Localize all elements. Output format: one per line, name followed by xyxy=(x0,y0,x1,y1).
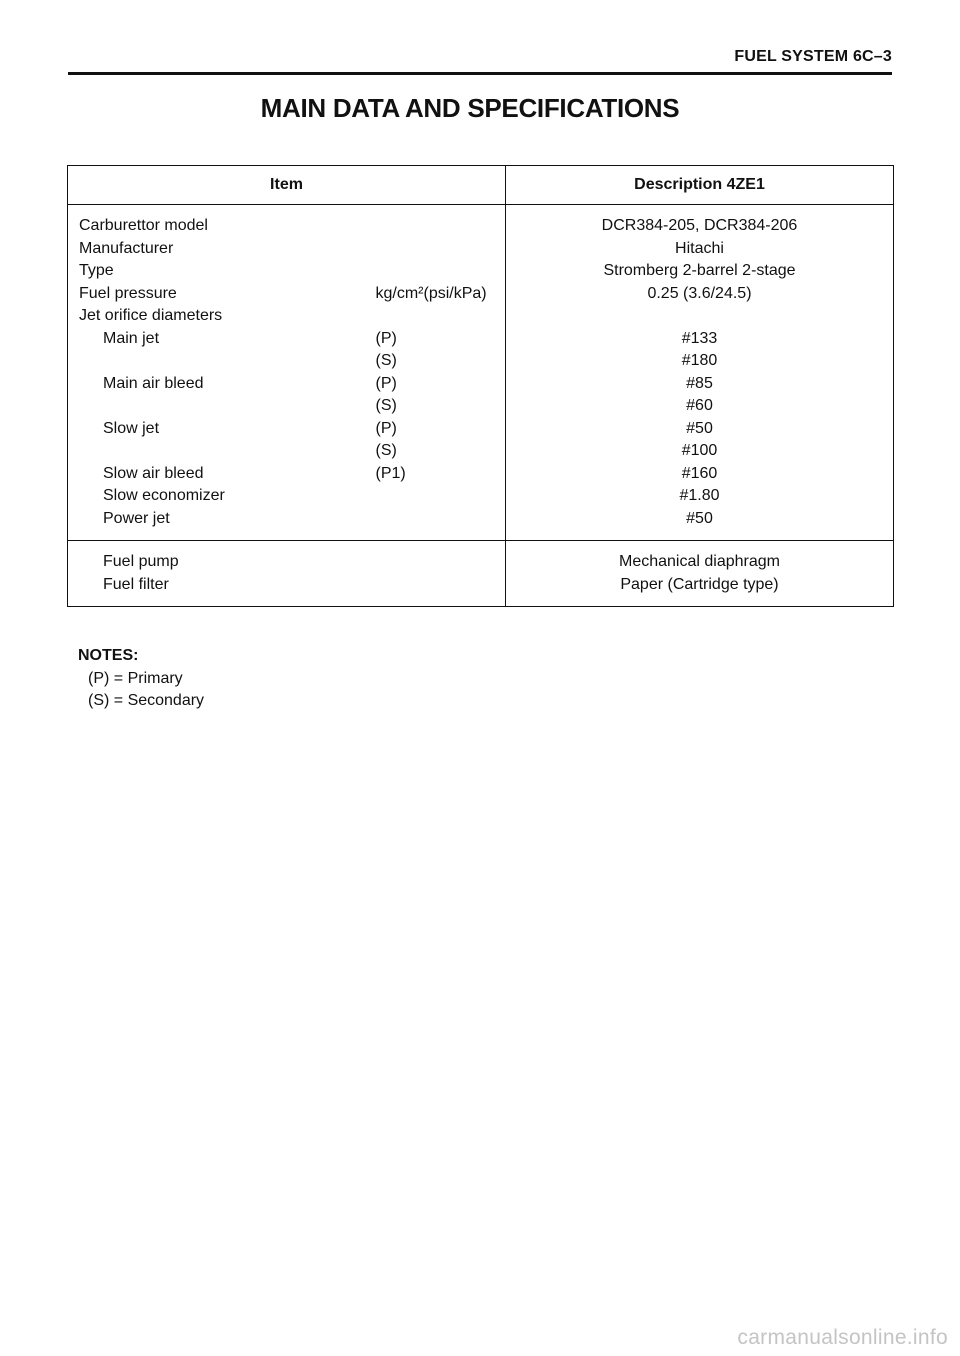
notes-section xyxy=(78,645,204,713)
table-header-row xyxy=(68,166,894,205)
row-item: Fuel pressure xyxy=(68,283,362,306)
running-header: FUEL SYSTEM 6C–3 xyxy=(734,48,892,65)
row-description: Hitachi xyxy=(506,238,894,261)
table-row xyxy=(68,328,894,351)
table-row xyxy=(68,238,894,261)
notes-title: NOTES: xyxy=(78,647,139,664)
row-unit: kg/cm²(psi/kPa) xyxy=(362,283,506,306)
row-item: Jet orifice diameters xyxy=(68,305,362,328)
row-unit: (P) xyxy=(362,418,506,441)
row-item: Carburettor model xyxy=(68,205,362,238)
row-description: #50 xyxy=(506,418,894,441)
row-item: Manufacturer xyxy=(68,238,362,261)
row-unit xyxy=(362,238,506,261)
row-unit: (P1) xyxy=(362,463,506,486)
row-description: Paper (Cartridge type) xyxy=(506,574,894,607)
row-unit xyxy=(362,541,506,574)
table-row xyxy=(68,541,894,574)
table-row xyxy=(68,205,894,238)
table-row xyxy=(68,463,894,486)
row-description xyxy=(506,305,894,328)
row-description: #85 xyxy=(506,373,894,396)
row-item: Type xyxy=(68,260,362,283)
row-description: #100 xyxy=(506,440,894,463)
table-row xyxy=(68,260,894,283)
specifications-table xyxy=(67,165,894,607)
row-unit: (S) xyxy=(362,350,506,373)
watermark: carmanualsonline.info xyxy=(737,1326,948,1349)
row-unit xyxy=(362,305,506,328)
note-primary: (P) = Primary xyxy=(88,669,183,687)
row-unit xyxy=(362,260,506,283)
row-item: Fuel filter xyxy=(68,574,362,607)
table-row xyxy=(68,418,894,441)
table-row xyxy=(68,574,894,607)
row-item: Main air bleed xyxy=(68,373,362,396)
row-description: #50 xyxy=(506,508,894,541)
page-title: MAIN DATA AND SPECIFICATIONS xyxy=(260,93,680,123)
row-description: Mechanical diaphragm xyxy=(506,541,894,574)
table-row xyxy=(68,305,894,328)
row-item xyxy=(68,440,362,463)
row-unit: (P) xyxy=(362,328,506,351)
row-item xyxy=(68,350,362,373)
table-row xyxy=(68,508,894,541)
row-unit xyxy=(362,508,506,541)
row-description: DCR384-205, DCR384-206 xyxy=(506,205,894,238)
row-description: #60 xyxy=(506,395,894,418)
row-item: Slow economizer xyxy=(68,485,362,508)
row-item: Fuel pump xyxy=(68,541,362,574)
row-unit xyxy=(362,485,506,508)
header-rule xyxy=(68,72,892,75)
table-row xyxy=(68,350,894,373)
row-item: Slow air bleed xyxy=(68,463,362,486)
header-description: Description 4ZE1 xyxy=(506,166,894,205)
table-row xyxy=(68,485,894,508)
row-item xyxy=(68,395,362,418)
row-description: 0.25 (3.6/24.5) xyxy=(506,283,894,306)
row-description: #180 xyxy=(506,350,894,373)
table-row xyxy=(68,395,894,418)
row-item: Slow jet xyxy=(68,418,362,441)
row-description: Stromberg 2-barrel 2-stage xyxy=(506,260,894,283)
table-row xyxy=(68,283,894,306)
row-unit xyxy=(362,574,506,607)
row-description: #1.80 xyxy=(506,485,894,508)
header-item: Item xyxy=(68,166,506,205)
row-item: Main jet xyxy=(68,328,362,351)
row-description: #133 xyxy=(506,328,894,351)
note-secondary: (S) = Secondary xyxy=(88,692,205,709)
row-description: #160 xyxy=(506,463,894,486)
table-row xyxy=(68,373,894,396)
row-unit: (S) xyxy=(362,395,506,418)
row-unit: (S) xyxy=(362,440,506,463)
table-row xyxy=(68,440,894,463)
row-unit xyxy=(362,205,506,238)
row-item: Power jet xyxy=(68,508,362,541)
row-unit: (P) xyxy=(362,373,506,396)
